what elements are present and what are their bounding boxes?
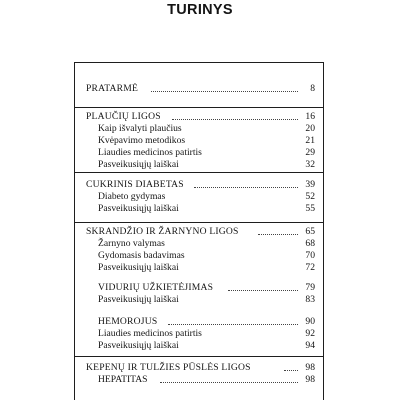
subentry-label: Pasveikusiųjų laiškai [98, 203, 179, 214]
toc-subentry[interactable] [0, 328, 400, 340]
toc-subentry[interactable] [0, 159, 400, 171]
subentry-label: Pasveikusiųjų laiškai [98, 340, 179, 351]
toc-subentry[interactable] [0, 147, 400, 159]
toc-subentry[interactable] [0, 191, 400, 203]
page-number: 92 [305, 328, 315, 339]
dot-leader [160, 382, 298, 383]
page-number: 20 [305, 123, 315, 134]
section-title: PRATARMĖ [86, 83, 139, 94]
section-title: SKRANDŽIO IR ŽARNYNO LIGOS [86, 226, 239, 237]
toc-subentry[interactable] [0, 238, 400, 250]
page-title: TURINYS [167, 2, 233, 18]
subentry-label: Gydomasis badavimas [98, 250, 185, 261]
subentry-label: Liaudies medicinos patirtis [98, 147, 202, 158]
toc-divider [74, 172, 324, 173]
subentry-label: Kaip išvalyti plaučius [98, 123, 182, 134]
dot-leader [172, 119, 298, 120]
toc-divider [74, 222, 324, 223]
page-number: 8 [310, 83, 315, 94]
page-number: 55 [305, 203, 315, 214]
page-number: 21 [305, 135, 315, 146]
toc-section-entry[interactable] [0, 179, 400, 191]
toc-section-entry[interactable] [0, 226, 400, 238]
toc-divider [74, 107, 324, 108]
page-number: 70 [305, 250, 315, 261]
dot-leader [168, 324, 298, 325]
page-number: 98 [305, 362, 315, 373]
section-title: VIDURIŲ UŽKIETĖJIMAS [98, 282, 214, 293]
page-number: 90 [305, 316, 315, 327]
toc-subentry[interactable] [0, 123, 400, 135]
section-title: CUKRINIS DIABETAS [86, 179, 184, 190]
toc-section-entry[interactable] [0, 111, 400, 123]
subentry-label: Pasveikusiųjų laiškai [98, 262, 179, 273]
section-title: PLAUČIŲ LIGOS [86, 111, 161, 122]
page-number: 65 [305, 226, 315, 237]
page-number: 39 [305, 179, 315, 190]
dot-leader [228, 290, 298, 291]
toc-divider [74, 62, 324, 63]
subentry-label: HEPATITAS [98, 374, 148, 385]
toc-subentry[interactable] [0, 374, 400, 386]
section-title: KEPENŲ IR TULŽIES PŪSLĖS LIGOS [86, 362, 251, 373]
subentry-label: Pasveikusiųjų laiškai [98, 294, 179, 305]
page-number: 52 [305, 191, 315, 202]
page-number: 72 [305, 262, 315, 273]
dot-leader [194, 187, 298, 188]
subentry-label: Pasveikusiųjų laiškai [98, 159, 179, 170]
page-number: 98 [305, 374, 315, 385]
toc-subentry[interactable] [0, 340, 400, 352]
toc-section-entry[interactable] [0, 83, 400, 95]
subentry-label: Liaudies medicinos patirtis [98, 328, 202, 339]
page-number: 83 [305, 294, 315, 305]
dot-leader [151, 91, 298, 92]
subentry-label: Kvėpavimo metodikos [98, 135, 186, 146]
toc-subentry[interactable] [0, 203, 400, 215]
page-number: 94 [305, 340, 315, 351]
section-title: HEMOROJUS [98, 316, 158, 327]
toc-subentry[interactable] [0, 250, 400, 262]
toc-subentry[interactable] [0, 262, 400, 274]
toc-section-entry[interactable] [0, 362, 400, 374]
page-number: 16 [305, 111, 315, 122]
toc-subentry[interactable] [0, 135, 400, 147]
page-number: 68 [305, 238, 315, 249]
page-number: 29 [305, 147, 315, 158]
toc-section-entry[interactable] [0, 282, 400, 294]
page-number: 32 [305, 159, 315, 170]
subentry-label: Diabeto gydymas [98, 191, 166, 202]
subentry-label: Žarnyno valymas [98, 238, 165, 249]
toc-section-entry[interactable] [0, 316, 400, 328]
page-number: 79 [305, 282, 315, 293]
toc-divider [74, 356, 324, 357]
toc-subentry[interactable] [0, 294, 400, 306]
